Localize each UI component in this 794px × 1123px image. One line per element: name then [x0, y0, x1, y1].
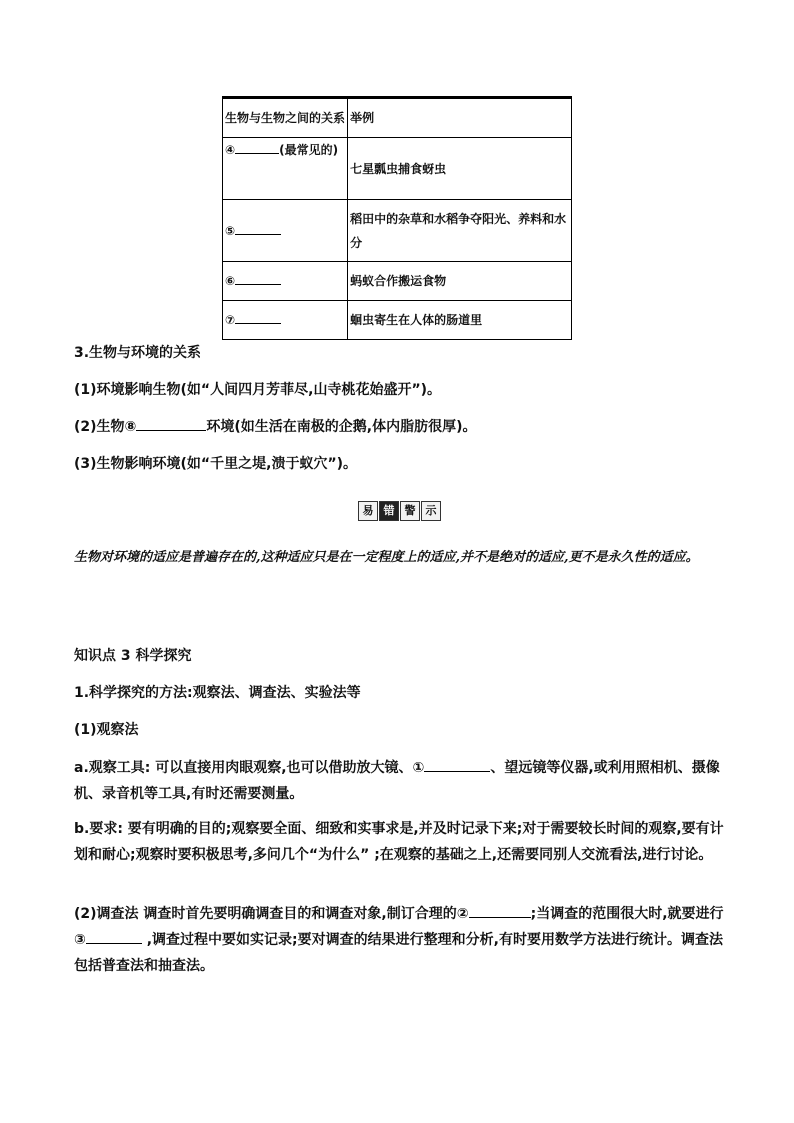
- relation-note: (最常见的): [279, 143, 339, 157]
- badge-char: 示: [421, 501, 441, 521]
- knowledge-point-3-title: 知识点 3 科学探究: [74, 648, 192, 664]
- observation-title: (1)观察法: [74, 722, 139, 738]
- table-cell-relation: [223, 200, 348, 262]
- circled-number: ⑥: [225, 274, 236, 288]
- circled-number: ④: [225, 143, 236, 157]
- fill-blank: [136, 416, 206, 431]
- badge-char: 易: [358, 501, 378, 521]
- tools-prefix: a.观察工具: 可以直接用肉眼观察,也可以借助放大镜、①: [74, 760, 425, 776]
- item2-suffix: 环境(如生活在南极的企鹅,体内脂肪很厚)。: [206, 419, 477, 435]
- table-cell-example: 蚂蚁合作搬运食物: [348, 262, 572, 301]
- survey-method: [74, 901, 724, 979]
- table-cell-relation: [223, 301, 348, 340]
- table-header-row: [223, 98, 572, 138]
- fill-blank: [424, 757, 490, 772]
- section3-item3: (3)生物影响环境(如“千里之堤,溃于蚁穴”)。: [74, 456, 358, 472]
- item2-prefix: (2)生物⑧: [74, 419, 137, 435]
- error-warning-badge: [358, 501, 442, 525]
- section3-item2: [74, 414, 724, 440]
- fill-blank: [235, 220, 281, 235]
- table-cell-relation: [223, 138, 348, 200]
- table-row: [223, 138, 572, 200]
- fill-blank: [235, 309, 281, 324]
- observation-tools: [74, 755, 724, 807]
- badge-char: 警: [400, 501, 420, 521]
- table-cell-relation: [223, 262, 348, 301]
- fill-blank: [469, 903, 531, 918]
- survey-prefix: (2)调查法 调查时首先要明确调查目的和调查对象,制订合理的②: [74, 906, 469, 922]
- table-header-example: 举例: [348, 98, 572, 138]
- section3-item1: (1)环境影响生物(如“人间四月芳菲尽,山寺桃花始盛开”)。: [74, 382, 442, 398]
- fill-blank: [235, 270, 281, 285]
- circled-number: ⑦: [225, 313, 236, 327]
- table-cell-example: 蛔虫寄生在人体的肠道里: [348, 301, 572, 340]
- fill-blank: [86, 929, 142, 944]
- survey-middle: ;当调查的范围很大时,就要进行③: [74, 906, 724, 948]
- table-cell-example: 稻田中的杂草和水稻争夺阳光、养料和水分: [348, 200, 572, 262]
- survey-suffix: ,调查过程中要如实记录;要对调查的结果进行整理和分析,有时要用数学方法进行统计。调查法包括普查法和抽查法。: [74, 932, 723, 974]
- observation-requirements: b.要求: 要有明确的目的;观察要全面、细致和实事求是,并及时记录下来;对于需要较长时间的观察,要有计划和耐心;观察时要积极思考,多问几个“为什么” ;在观察的基础之上,还需要同别人交流看法,进行讨论。: [74, 821, 724, 863]
- table-row: [223, 200, 572, 262]
- fill-blank: [235, 139, 279, 154]
- section3-title: 3.生物与环境的关系: [74, 345, 202, 361]
- tools-suffix: 、望远镜等仪器,或利用照相机、摄像机、录音机等工具,有时还需要测量。: [74, 760, 720, 802]
- table-header-relation: 生物与生物之间的关系: [223, 98, 348, 138]
- table-cell-example: 七星瓢虫捕食蚜虫: [348, 138, 572, 200]
- table-row: [223, 301, 572, 340]
- relationship-table: [222, 96, 572, 340]
- badge-char: 错: [379, 501, 399, 521]
- methods-line: 1.科学探究的方法:观察法、调查法、实验法等: [74, 685, 361, 701]
- circled-number: ⑤: [225, 223, 236, 238]
- warning-text: 生物对环境的适应是普遍存在的,这种适应只是在一定程度上的适应,并不是绝对的适应,更不是永久性的适应。: [74, 550, 699, 565]
- table-row: [223, 262, 572, 301]
